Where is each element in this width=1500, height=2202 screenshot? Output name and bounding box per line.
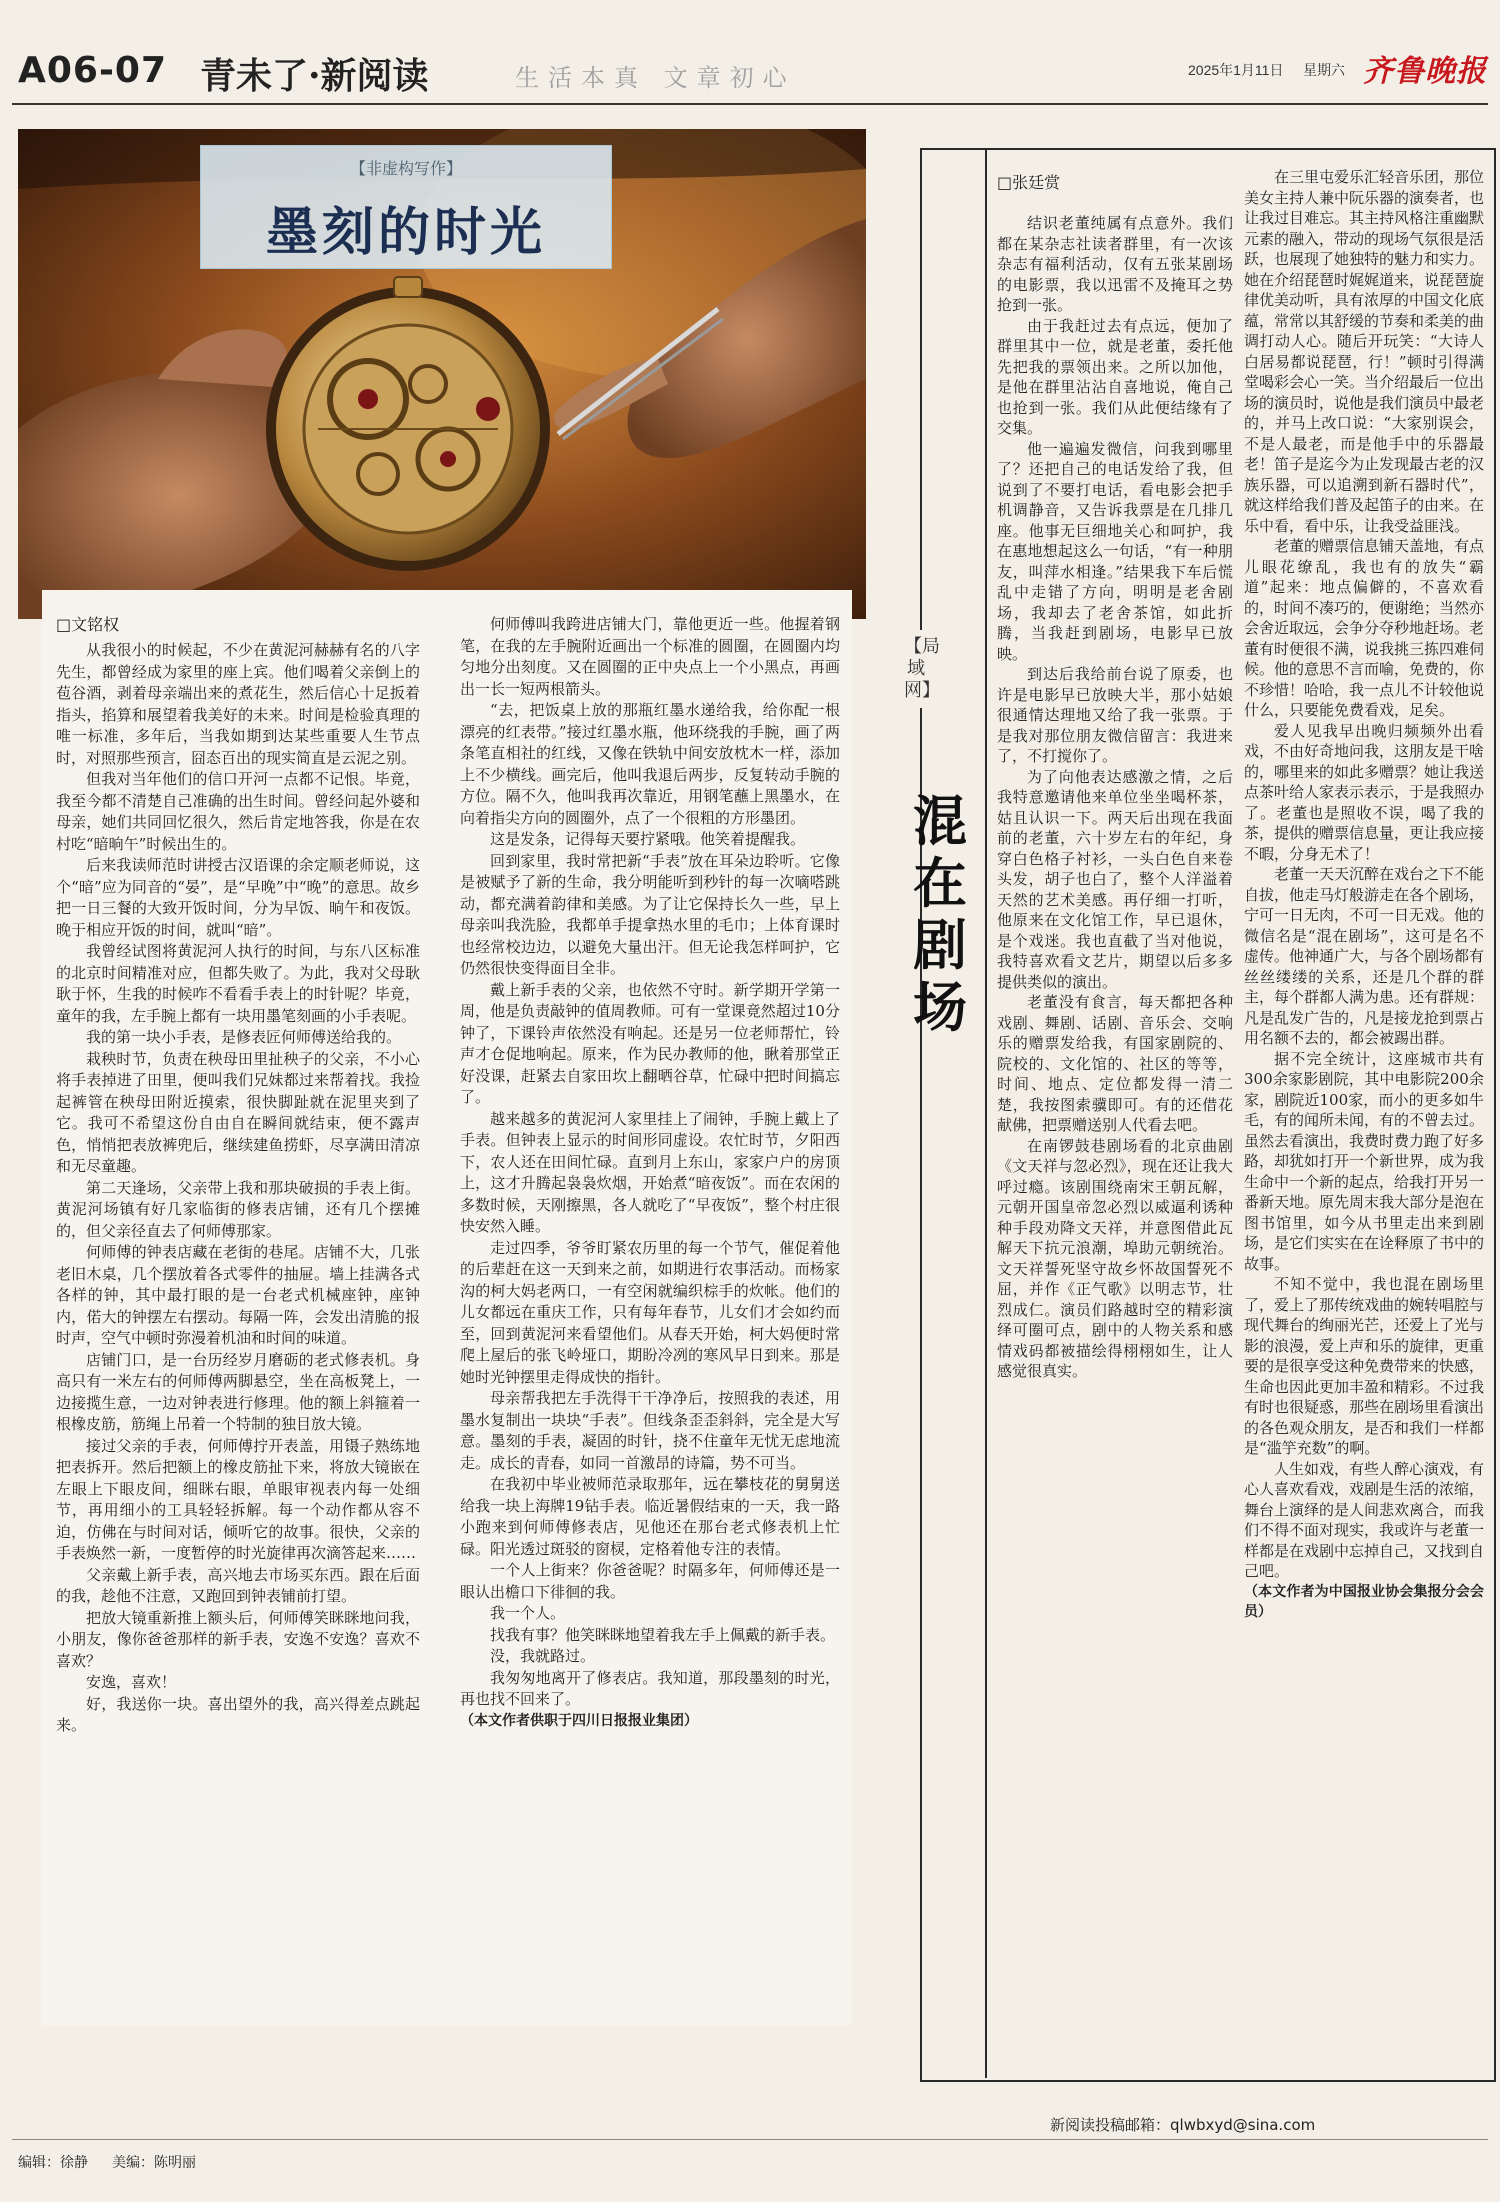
- issue-weekday: 星期六: [1303, 62, 1345, 78]
- paragraph: 我曾经试图将黄泥河人执行的时间，与东八区标准的北京时间精准对应，但都失败了。为此，我对父母耿耿于怀，生我的时候咋不看看手表上的时针呢？毕竟，童年的我，左手腕上都有一块用墨笔刻画的小手表呢。: [56, 942, 420, 1025]
- paragraph: 但我对当年他们的信口开河一点都不记恨。毕竟，我至今都不清楚自己准确的出生时间。曾经问起外婆和母亲，她们共同回忆很久，然后肯定地答我，你是在农村吃“暗晌午”时候出生的。: [56, 770, 420, 853]
- paragraph: 从我很小的时候起，不少在黄泥河赫赫有名的八字先生，都曾经成为家里的座上宾。他们喝着父亲倒上的苞谷酒，剥着母亲端出来的煮花生，然后信心十足扳着指头，掐算和展望着我美好的未来。时间是检验真理的唯一标准，多年后，当我如期到达某些重要人生节点时，对照那些预言，囧态百出的现实简直是云泥之别。: [56, 641, 420, 767]
- paragraph: 一个人上街来？你爸爸呢？时隔多年，何师傅还是一眼认出檐口下徘徊的我。: [460, 1561, 840, 1601]
- article-title: 混在剧场: [913, 789, 967, 1039]
- paragraph: 我匆匆地离开了修表店。我知道，那段墨刻的时光，再也找不回来了。: [460, 1668, 840, 1708]
- paragraph: 安逸，喜欢！: [86, 1673, 177, 1691]
- paragraph: 母亲帮我把左手洗得干干净净后，按照我的表述，用墨水复制出一块块“手表”。但线条歪歪斜斜，完全是大写意。墨刻的手表，凝固的时针，挠不住童年无忧无虑地流走。成长的青春，如同一首激昂的诗篇，势不可当。: [460, 1389, 840, 1472]
- submission-email: 新阅读投稿邮箱：qlwbxyd@sina.com: [1050, 2116, 1316, 2134]
- newspaper-logo: 齐鲁晚报: [1363, 54, 1487, 89]
- paragraph: 不知不觉中，我也混在剧场里了，爱上了那传统戏曲的婉转唱腔与现代舞台的绚丽光芒，还爱上了光与影的浪漫，爱上声和乐的旋律，更重要的是很享受这种免费带来的快感，生命也因此更加丰盈和精彩。不过我有时也很疑惑，那些在剧场里看演出的各色观众朋友，是否和我们一样都是“滥竽充数”的啊。: [1244, 1275, 1484, 1457]
- paragraph: 在我初中毕业被师范录取那年，远在攀枝花的舅舅送给我一块上海牌19钻手表。临近暑假结束的一天，我一路小跑来到何师傅修表店，见他还在那台老式修表机上忙碌。阳光透过斑驳的窗棂，定格着他专注的表情。: [460, 1475, 840, 1558]
- paragraph: 爱人见我早出晚归频频外出看戏，不由好奇地问我，这朋友是干啥的，哪里来的如此多赠票？她让我送点茶叶给人家表示表示，于是我照办了。老董也是照收不误，喝了我的茶，提供的赠票信息量，更让我应接不暇，分身无术了！: [1244, 721, 1484, 863]
- paragraph: 何师傅叫我跨进店铺大门，靠他更近一些。他握着钢笔，在我的左手腕附近画出一个标准的圆圈，在圆圈内均匀地分出刻度。又在圆圈的正中央点上一个小黑点，再画出一长一短两根箭头。: [460, 615, 840, 698]
- paragraph: 我的第一块小手表，是修表匠何师傅送给我的。: [86, 1028, 402, 1046]
- paragraph: 回到家里，我时常把新“手表”放在耳朵边聆听。它像是被赋予了新的生命，我分明能听到秒针的每一次嘀嗒跳动，都充满着韵律和美感。为了让它保持长久一些，早上母亲叫我洗脸，我都单手提拿热水里的毛巾；上体育课时也经常校边边，以避免大量出汗。但无论我怎样呵护，它仍然很快变得面目全非。: [460, 851, 840, 977]
- paragraph: 何师傅的钟表店藏在老街的巷尾。店铺不大，几张老旧木桌，几个摆放着各式零件的抽屉。墙上挂满各式各样的钟，其中最打眼的是一台老式机械座钟，座钟内，偌大的钟摆左右摆动。每隔一阵，会发出清脆的报时声，空气中顿时弥漫着机油和时间的味道。: [56, 1243, 420, 1347]
- section-motto: 生活本真 文章初心: [515, 64, 796, 92]
- paragraph: 栽秧时节，负责在秧母田里扯秧子的父亲，不小心将手表掉进了田里，便叫我们兄妹都过来帮着找。我捡起裤管在秧母田附近摸索，很快脚趾就在泥里夹到了它。我可不希望这份自由自在瞬间就结束，便不露声色，悄悄把表放裤兜后，继续建鱼捞虾，尽享满田清凉和无尽童趣。: [56, 1049, 420, 1175]
- paragraph: 由于我赶过去有点远，便加了群里其中一位，就是老董，委托他先把我的票领出来。之所以加他，是他在群里沾沾自喜地说，俺自己也抢到一张。我们从此便结缘有了交集。: [997, 316, 1233, 437]
- issue-date: 2025年1月11日: [1188, 62, 1284, 78]
- author-credit: （本文作者供职于四川日报报业集团）: [460, 1712, 698, 1729]
- editor-credit: 编辑：徐静: [18, 2155, 88, 2171]
- paragraph: 父亲戴上新手表，高兴地去市场买东西。跟在后面的我，趁他不注意，又跑回到钟表铺前打望。: [56, 1565, 420, 1605]
- footer-rule: [12, 2139, 1488, 2140]
- page-number: A06-07: [18, 50, 167, 91]
- section-title: 青未了·新阅读: [200, 55, 429, 97]
- article-author: □文铭权: [56, 615, 120, 634]
- article-author: □张廷赏: [997, 173, 1061, 192]
- paragraph: 据不完全统计，这座城市共有300余家影剧院，其中电影院200余家，剧院近100家，而小的更多如牛毛，有的闻所未闻，有的不曾去过。虽然去看演出，我费时费力跑了好多路，却犹如打开一个新世界，成为我生命中一个新的起点，给我打开另一番新天地。原先周末我大部分是泡在图书馆里，如今从书里走出来到剧场，是它们实实在在诠释原了书中的故事。: [1244, 1049, 1484, 1273]
- paragraph: 走过四季，爷爷盯紧农历里的每一个节气，催促着他的后辈赶在这一天到来之前，如期进行农事活动。而杨家沟的柯大妈老两口，一有空闲就编织棕手的炊帐。他们的儿女都远在重庆工作，只有每年春节，儿女们才会如约而至，回到黄泥河来看望他们。从春天开始，柯大妈便时常爬上屋后的张飞岭垭口，期盼冷冽的寒风早日到来。那是她时光钟摆里走得成快的指针。: [460, 1238, 840, 1386]
- paragraph: 把放大镜重新推上额头后，何师傅笑眯眯地问我，小朋友，像你爸爸那样的新手表，安逸不安逸？喜欢不喜欢？: [56, 1608, 420, 1670]
- paragraph: 接过父亲的手表，何师傅拧开表盖，用镊子熟练地把表拆开。然后把额上的橡皮筋扯下来，将放大镜嵌在左眼上下眼皮间，细眯右眼，单眼审视表内每一处细节，再用细小的工具轻轻拆解。每一个动作都从容不迫，仿佛在与时间对话，倾听它的故事。很快，父亲的手表焕然一新，一度暂停的时光旋律再次滴答起来……: [56, 1436, 420, 1562]
- article-column-2: [460, 614, 840, 2016]
- paragraph: 好，我送你一块。喜出望外的我，高兴得差点跳起来。: [56, 1694, 420, 1734]
- paragraph: 他一遍遍发微信，问我到哪里了？还把自己的电话发给了我，但说到了不要打电话，看电影会把手机调静音，又告诉我票是在几排几座。他事无巨细地关心和呵护，我在惠地想起这么一句话，“有一种朋友，叫萍水相逢。”结果我下车后慌乱中走错了方向，明明是老舍剧场，我却去了老舍茶馆，如此折腾，当我赶到剧场，电影早已放映。: [997, 439, 1233, 663]
- paragraph: 到达后我给前台说了原委，也许是电影早已放映大半，那小姑娘很通情达理地又给了我一张票。于是我对那位朋友微信留言：我进来了，不打搅你了。: [997, 665, 1233, 765]
- paragraph: 老董一天天沉醉在戏台之下不能自拔，他走马灯般游走在各个剧场，宁可一日无肉，不可一日无戏。他的微信名是“混在剧场”，这可是名不虚传。他神通广大，与各个剧场都有丝丝缕缕的关系，还是几个群的群主，每个群都人满为患。还有群规：凡是乱发广告的，凡是接龙抢到票占用名额不去的，都会被踢出群。: [1244, 865, 1484, 1047]
- paragraph: 老董没有食言，每天都把各种戏剧、舞剧、话剧、音乐会、交响乐的赠票发给我，有国家剧院的、院校的、文化馆的、社区的等等，时间、地点、定位都发得一清二楚，我按图索骥即可。有的还借花献佛，把票赠送别人代看去吧。: [997, 993, 1233, 1134]
- masthead-rule: [12, 103, 1488, 105]
- paragraph: 这是发条，记得每天要拧紧哦。他笑着提醒我。: [490, 830, 806, 848]
- article-title-box: [200, 145, 612, 269]
- paragraph: 人生如戏，有些人醉心演戏，有心人喜欢看戏，戏剧是生活的浓缩，舞台上演绎的是人间悲欢离合，而我们不得不面对现实，我或许与老董一样都是在戏剧中忘掉自己，又找到自己吧。: [1244, 1459, 1484, 1580]
- article-category-tag: 【非虚构写作】: [349, 159, 462, 178]
- paragraph: 后来我读师范时讲授古汉语课的余定顺老师说，这个“暗”应为同音的“晏”，是“早晚”中“晚”的意思。故乡把一日三餐的大致开饭时间，分为早饭、晌午和夜饭。晚于相应开饭的时间，就叫“暗”。: [56, 856, 420, 939]
- paragraph: 店铺门口，是一台历经岁月磨砺的老式修表机。身高只有一米左右的何师傅两脚悬空，坐在高板凳上，一边接揽生意，一边对钟表进行修理。他的额上斜箍着一根橡皮筋，筋绳上吊着一个特制的独目放大镜。: [56, 1350, 420, 1433]
- paragraph: 老董的赠票信息铺天盖地，有点儿眼花缭乱，我也有的放失“霸道”起来：地点偏僻的，不喜欢看的，时间不凑巧的，便谢绝；当然亦会舍近取远，会争分夺秒地赶场。老董有时便很不满，说我挑三拣四难伺候。他的意思不言而喻，免费的，你不珍惜！哈哈，我一点儿不计较他说什么，只要能免费看戏，足矣。: [1244, 537, 1484, 719]
- article-column-1: [56, 640, 420, 2016]
- paragraph: 找我有事？他笑眯眯地望着我左手上佩戴的新手表。: [490, 1625, 836, 1644]
- paragraph: 我一个人。: [490, 1604, 566, 1622]
- paragraph: 在南锣鼓巷剧场看的北京曲剧《文天祥与忽必烈》，现在还让我大呼过瘾。该剧围绕南宋王朝瓦解，元朝开国皇帝忽必烈以威逼利诱种种手段劝降文天祥，并意图借此瓦解天下抗元浪潮，埠助元朝统治。文天祥誓死坚守故乡怀故国誓死不屈，并作《正气歌》以明志节，壮烈成仁。演员们路越时空的精彩演绎可圈可点，剧中的人物关系和感情戏码都被描绘得栩栩如生，让人感觉很真实。: [997, 1136, 1233, 1380]
- designer-credit: 美编：陈明丽: [112, 2155, 196, 2171]
- author-credit: （本文作者为中国报业协会集报分会会员）: [1244, 1583, 1484, 1620]
- article-title: 墨刻的时光: [265, 202, 546, 263]
- paragraph: 戴上新手表的父亲，也依然不守时。新学期开学第一周，他是负责敲钟的值周教师。可有一堂课竟然超过10分钟了，下课铃声依然没有响起。还是另一位老师帮忙，铃声才仓促地响起。原来，作为民办教师的他，瞅着那堂正好没课，赶紧去自家田坎上翻晒谷草，忙碌中把时间搞忘了。: [460, 980, 840, 1106]
- paragraph: 在三里屯爱乐汇轻音乐团，那位美女主持人兼中阮乐器的演奏者，也让我过目难忘。其主持风格注重幽默元素的融入，带动的现场气氛很是活跃，也展现了她独特的魅力和实力。她在介绍琵琶时娓娓道来，说琵琶旋律优美动听，具有浓厚的中国文化底蕴，常常以其舒缓的节奏和柔美的曲调打动人心。随后开玩笑：“大诗人白居易都说琵琶，行！”顿时引得满堂喝彩会心一笑。当介绍最后一位出场的演员时，说他是我们演员中最老的，并马上改口说：“大家别误会，不是人最老，而是他手中的乐器最老！笛子是迄今为止发现最古老的汉族乐器，可以追溯到新石器时代”，就这样给我们普及起笛子的由来。在乐中看，看中乐，让我受益匪浅。: [1244, 168, 1484, 535]
- paragraph: 越来越多的黄泥河人家里挂上了闹钟，手腕上戴上了手表。但钟表上显示的时间形同虚设。农忙时节，夕阳西下，农人还在田间忙碌。直到月上东山，家家户户的房顶上，这才升腾起袅袅炊烟，开始煮“暗夜饭”。而在农闲的多数时候，天刚擦黑，各人就吃了“早夜饭”，整个村庄很快安然入睡。: [460, 1109, 840, 1235]
- paragraph: 为了向他表达感激之情，之后我特意邀请他来单位坐坐喝杯茶，姑且认识一下。两天后出现在我面前的老董，六十岁左右的年纪，身穿白色格子衬衫，一头白色自来卷头发，胡子也白了，整个人洋溢着天然的艺术美感。再仔细一打听，他原来在文化馆工作，早已退休，是个戏迷。我也直截了当对他说，我特喜欢看文艺片，期望以后多多提供类似的演出。: [997, 767, 1233, 991]
- frame-divider: [985, 148, 987, 2078]
- article-column-4: [1244, 167, 1484, 2065]
- paragraph: “去，把饭桌上放的那瓶红墨水递给我，给你配一根漂亮的红表带。”接过红墨水瓶，他环绕我的手腕，画了两条笔直相社的红线，又像在铁轨中间安放枕木一样，添加上不少横线。画完后，他叫我退后两步，反复转动手腕的方位。隔不久，他叫我再次靠近，用钢笔蘸上黑墨水，在向着指尖方向的圆圈外，点了一个很粗的方形墨团。: [460, 701, 840, 827]
- article-column-3: [997, 213, 1233, 2063]
- paragraph: 没，我就路过。: [490, 1647, 596, 1665]
- paragraph: 第二天逢场，父亲带上我和那块破损的手表上街。黄泥河场镇有好几家临街的修表店铺，还有几个摆摊的，但父亲径直去了何师傅那家。: [56, 1178, 420, 1240]
- column-tag: 【局域网】: [904, 630, 928, 708]
- paragraph: 结识老董纯属有点意外。我们都在某杂志社读者群里，有一次该杂志有福利活动，仅有五张某剧场的电影票，我以迅雷不及掩耳之势抢到一张。: [997, 214, 1233, 314]
